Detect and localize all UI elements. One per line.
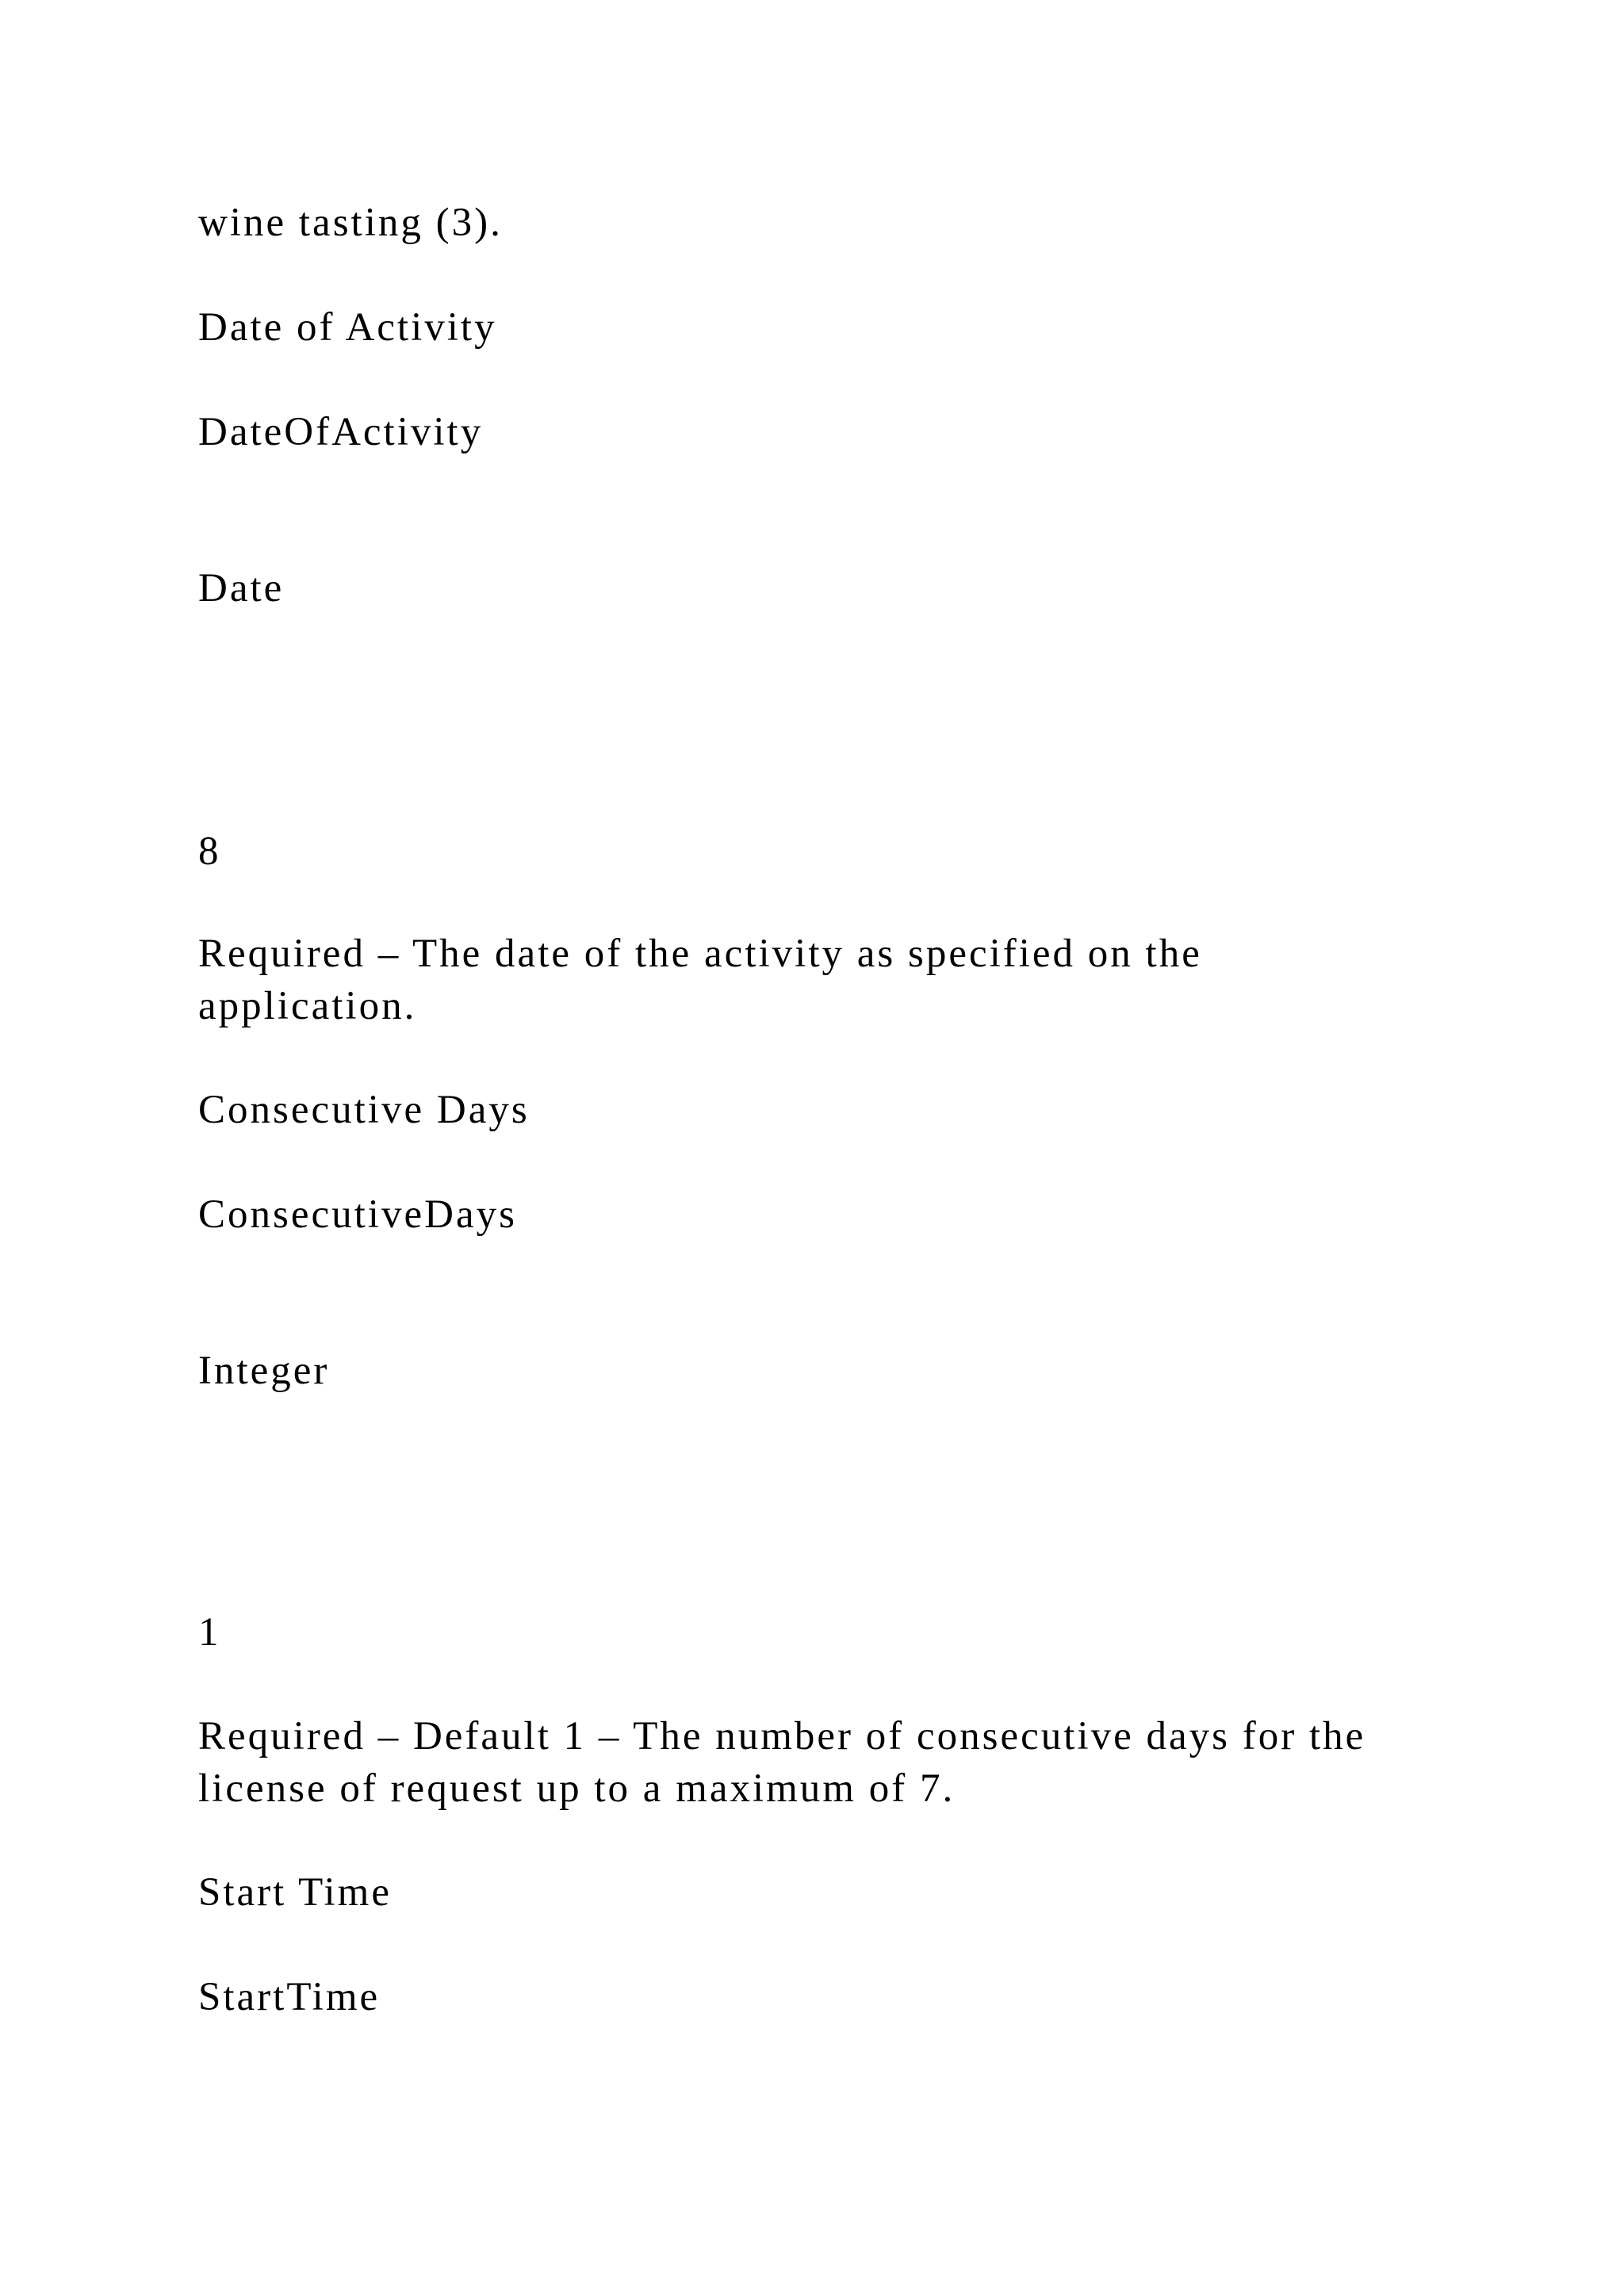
field-size: 8 xyxy=(198,829,221,874)
text-line: wine tasting (3). xyxy=(198,201,503,245)
field-label: Date of Activity xyxy=(198,305,497,350)
field-description-continued: application. xyxy=(198,984,417,1028)
field-label: Start Time xyxy=(198,1870,392,1915)
field-size: 1 xyxy=(198,1610,221,1655)
field-type: Integer xyxy=(198,1349,330,1393)
field-name: StartTime xyxy=(198,1975,381,2019)
field-name: DateOfActivity xyxy=(198,410,484,454)
field-description: Required – The date of the activity as specified on the xyxy=(198,932,1202,976)
field-label: Consecutive Days xyxy=(198,1088,530,1132)
field-description: Required – Default 1 – The number of consecutive days for the xyxy=(198,1714,1366,1758)
field-type: Date xyxy=(198,566,285,610)
field-name: ConsecutiveDays xyxy=(198,1192,517,1237)
field-description-continued: license of request up to a maximum of 7. xyxy=(198,1766,956,1811)
